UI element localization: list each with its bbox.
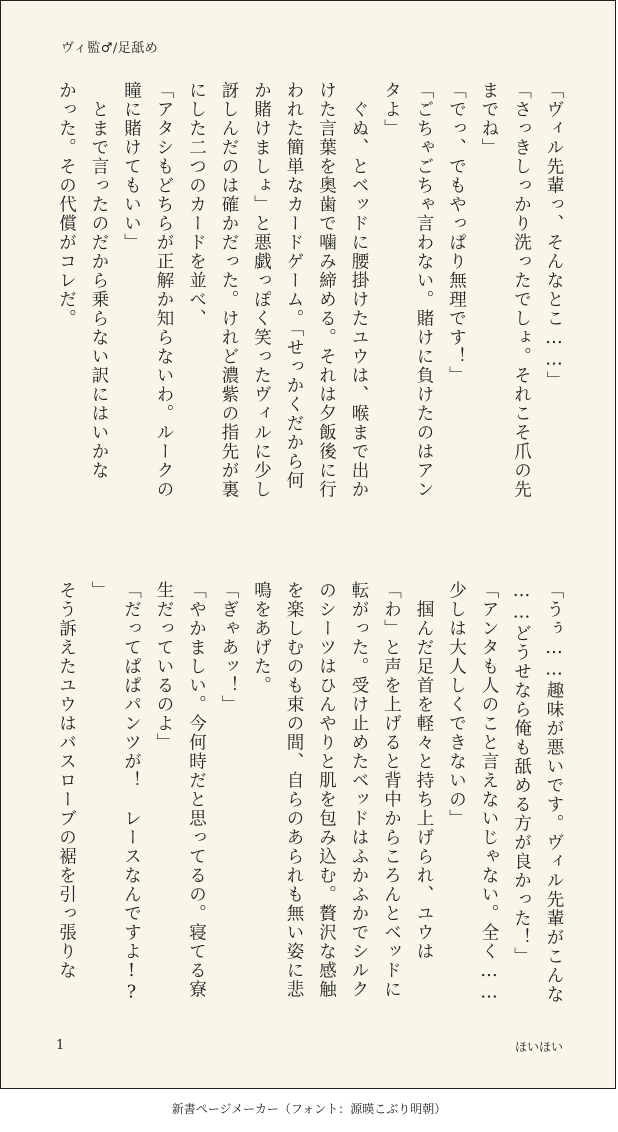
text-line: 「やかましい。今何時だと思ってるの。寝てる寮 xyxy=(186,581,207,999)
text-line: タよ」 xyxy=(381,81,402,138)
text-line: 「さっきしっかり洗ったでしょ。それこそ爪の先 xyxy=(511,81,532,499)
text-line: 「わ」と声を上げると背中からころんとベッドに xyxy=(381,581,402,999)
text-line: ……どうせなら俺も舐める方が良かった！」 xyxy=(511,581,532,966)
text-line: 掴んだ足首を軽々と持ち上げられ、ユウは xyxy=(414,581,434,961)
text-line: 訝しんだのは確かだった。けれど濃紫の指先が裏 xyxy=(219,81,239,499)
text-line: とまで言ったのだから乗らない訳にはいかな xyxy=(89,81,109,480)
author-name: ほいほい xyxy=(514,1040,563,1054)
text-line: そう訴えたユウはバスローブの裾を引っ張りな xyxy=(56,581,77,980)
text-line: 「だってぱぱパンツが！ レースなんですよ!? xyxy=(121,581,142,1004)
lower-text-block xyxy=(30,581,570,1004)
text-line: かった。その代償がコレだ。 xyxy=(56,81,77,328)
text-line: 転がった。受け止めたベッドはふかふかでシルク xyxy=(349,581,369,999)
text-line: 「ヴィル先輩っ、そんなとこ……」 xyxy=(544,81,564,390)
text-line: 「アンタも人のこと言えないじゃない。全く…… xyxy=(479,581,499,1004)
text-line: 瞳に賭けてもいい」 xyxy=(121,81,142,252)
text-line: 「うぅ……趣味が悪いです。ヴィル先輩がこんな xyxy=(544,581,564,1004)
text-line: 生だっているのよ」 xyxy=(154,581,174,752)
text-line: 鳴をあげた。 xyxy=(251,581,272,695)
text-line: までね」 xyxy=(479,81,499,157)
page-number: 1 xyxy=(56,1038,65,1053)
generator-credit: 新書ページメーカー（フォント：源暎こぶり明朝） xyxy=(171,1102,447,1116)
text-line: 「アタシもどちらが正解か知らないわ。ルークの xyxy=(154,81,174,499)
text-line: 「ぎゃあッ！」 xyxy=(219,581,239,714)
text-line: 「ごちゃごちゃ言わない。賭けに負けたのはアン xyxy=(414,81,434,499)
text-line: けた言葉を奥歯で噛み締める。それは夕飯後に行 xyxy=(316,81,337,499)
text-line: 」 xyxy=(89,581,109,600)
text-line: を楽しむのも束の間、自らのあられも無い姿に悲 xyxy=(284,581,304,999)
text-line: にした二つのカードを並べ、 xyxy=(186,81,207,328)
text-line: 「でっ、でもやっぱり無理です！」 xyxy=(446,81,467,385)
text-line: か賭けましょ」と悪戯っぽく笑ったヴィルに少し xyxy=(251,81,272,499)
upper-text-block xyxy=(30,81,570,546)
text-line: ぐぬ、とベッドに腰掛けたユウは、喉まで出か xyxy=(349,81,369,499)
page-header-title: ヴィ監♂/足舐め xyxy=(61,41,159,56)
text-line: のシーツはひんやりと肌を包み込む。贅沢な感触 xyxy=(316,581,337,999)
text-line: われた簡単なカードゲーム。「せっかくだから何 xyxy=(284,81,304,491)
text-line: 少しは大人しくできないの」 xyxy=(446,581,467,828)
